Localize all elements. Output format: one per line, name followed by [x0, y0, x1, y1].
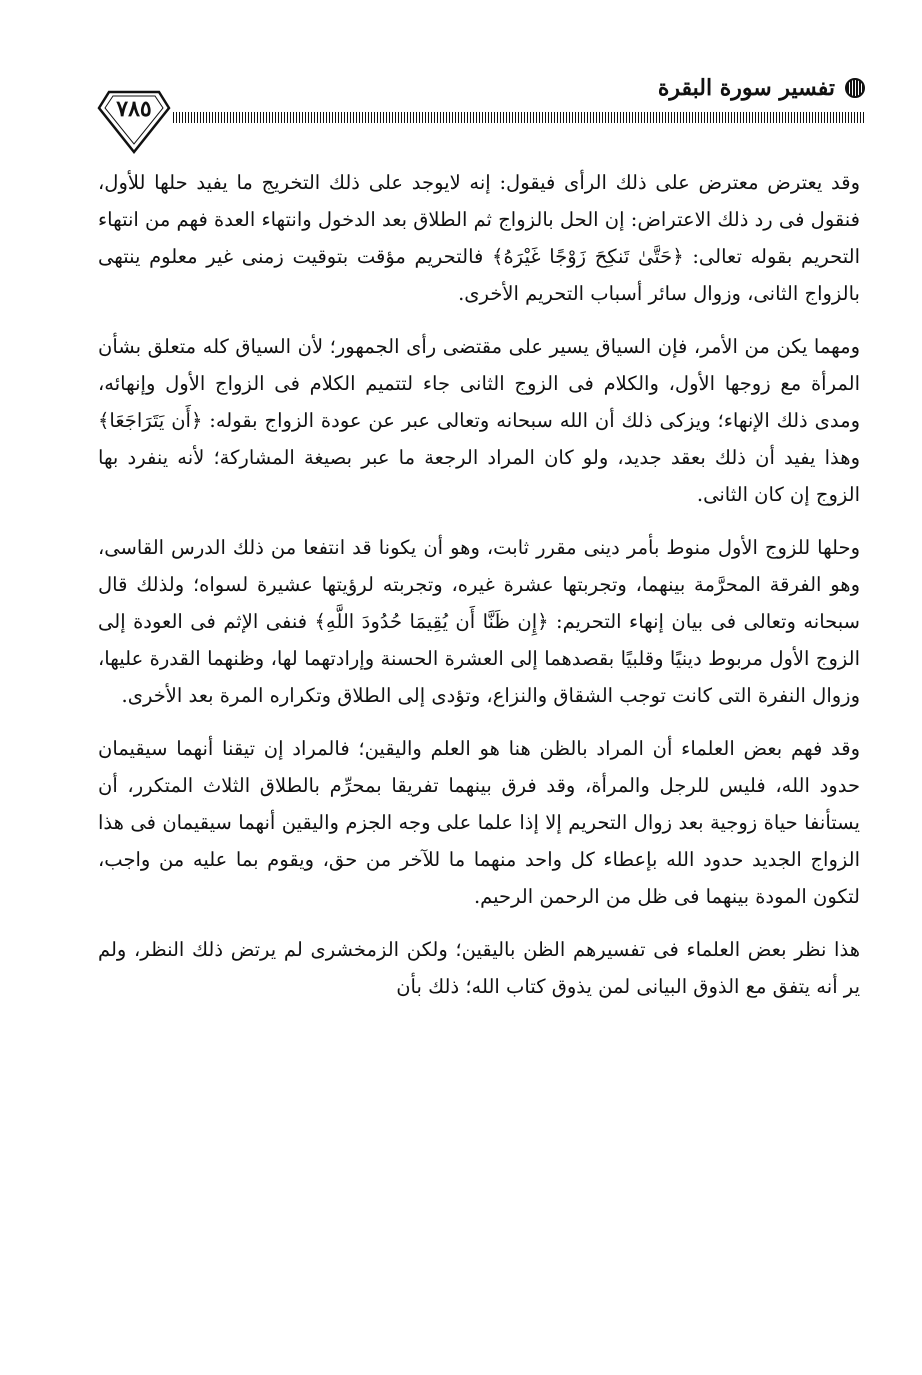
paragraph: ومهما يكن من الأمر، فإن السياق يسير على مقتضى رأى الجمهور؛ لأن السياق كله متعلق بشأن المرأة مع زوجها الأول، والكلام فى الزوج الثانى جاء لتتميم الكلام فى الزواج الأول وإنهائه، ومدى ذلك الإنهاء؛ ويزكى ذلك أن الله سبحانه وتعالى عبر عن عودة الزواج بقوله: ﴿أَن يَتَرَاجَعَا﴾ وهذا يفيد أن ذلك بعقد جديد، ولو كان المراد الرجعة ما عبر بصيغة المشاركة؛ لأنه ينفرد بها الزوج إن كان الثانى.	[98, 335, 860, 506]
paragraph: وقد فهم بعض العلماء أن المراد بالظن هنا هو العلم واليقين؛ فالمراد إن تيقنا أنهما سيقيمان حدود الله، فليس للرجل والمرأة، وقد فرق بينهما تفريقا بمحرِّم بالطلاق الثلاث المتكرر، أن يستأنفا حياة زوجية بعد زوال التحريم إلا إذا علما على وجه الجزم واليقين أنهما سيقيمان فى هذا الزواج الجديد حدود الله بإعطاء كل واحد منهما ما للآخر من حق، ويقوم بما عليه من واجب، لتكون المودة بينهما فى ظل من الرحمن الرحيم.	[98, 737, 860, 908]
page-body	[98, 164, 860, 1021]
page-number: ٧٨٥	[116, 96, 152, 122]
header-rule	[173, 112, 865, 123]
title-ornament-icon	[845, 78, 865, 98]
page-header	[95, 62, 865, 162]
page-number-badge	[95, 86, 173, 156]
paragraph: وقد يعترض معترض على ذلك الرأى فيقول: إنه لايوجد على ذلك التخريج ما يفيد حلها للأول، فنقول فى رد ذلك الاعتراض: إن الحل بالزواج ثم الطلاق بعد الدخول وانتهاء العدة فهم من انتهاء التحريم بقوله تعالى: ﴿حَتَّىٰ تَنكِحَ زَوْجًا غَيْرَهُ﴾ فالتحريم مؤقت بتوقيت زمنى غير معلوم ينتهى بالزواج الثانى، وزوال سائر أسباب التحريم الأخرى.	[98, 171, 860, 305]
paragraph: هذا نظر بعض العلماء فى تفسيرهم الظن باليقين؛ ولكن الزمخشرى لم يرتض ذلك النظر، ولم ير أنه يتفق مع الذوق البيانى لمن يذوق كتاب الله؛ ذلك بأن	[98, 938, 860, 998]
running-title	[658, 70, 865, 106]
book-title: تفسير سورة البقرة	[657, 75, 835, 101]
paragraph: وحلها للزوج الأول منوط بأمر دينى مقرر ثابت، وهو أن يكونا قد انتفعا من ذلك الدرس القاسى، وهو الفرقة المحرَّمة بينهما، وتجربتها عشرة غيره، وتجربته لرؤيتها عشيرة لسواه؛ ولذلك قال سبحانه وتعالى فى بيان إنهاء التحريم: ﴿إِن ظَنَّا أَن يُقِيمَا حُدُودَ اللَّهِ﴾ فنفى الإثم فى العودة إلى الزوج الأول مربوط دينيًا وقلبيًا بقصدهما إلى العشرة الحسنة وإرادتهما لها، وظنهما القدرة عليها، وزوال النفرة التى كانت توجب الشقاق والنزاع، وتؤدى إلى الطلاق وتكراره المرة بعد الأخرى.	[98, 536, 860, 707]
